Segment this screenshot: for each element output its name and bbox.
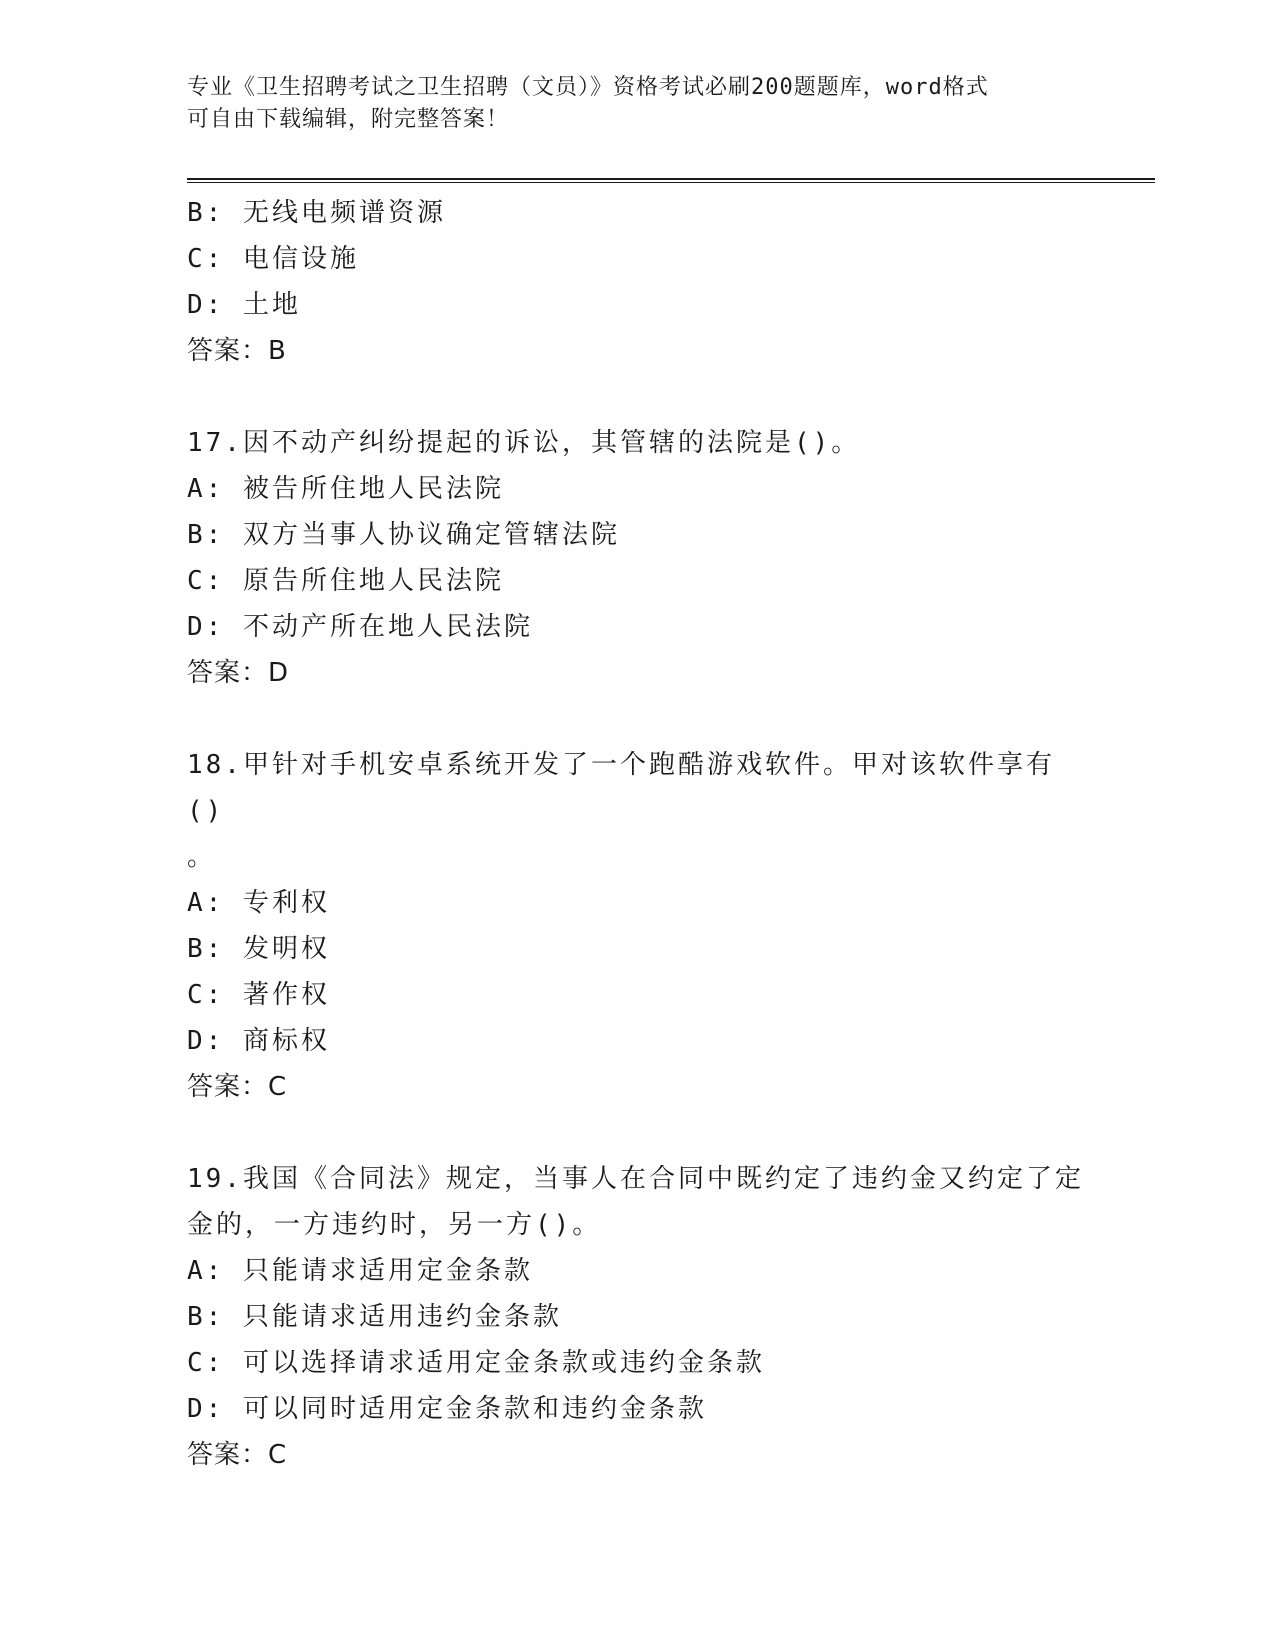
header-line-1: 专业《卫生招聘考试之卫生招聘（文员）》资格考试必刷200题题库，word格式 [187,75,989,100]
question-text-continued: 金的，一方违约时，另一方()。 [187,1210,602,1240]
option-line: C: 电信设施 [187,244,359,274]
question-list [187,190,1087,1478]
option-line: B: 只能请求适用违约金条款 [187,1302,562,1332]
option-line: D: 可以同时适用定金条款和违约金条款 [187,1394,707,1424]
question-text: 17.因不动产纠纷提起的诉讼，其管辖的法院是()。 [187,428,861,458]
document-header [187,72,1067,136]
option-line: D: 商标权 [187,1026,330,1056]
question-block-partial [187,190,1087,374]
answer-line: 答案：D [187,658,290,688]
question-block-19 [187,1156,1087,1478]
question-text: 18.甲针对手机安卓系统开发了一个跑酷游戏软件。甲对该软件享有() [187,750,1055,826]
question-block-17 [187,420,1087,696]
option-line: A: 只能请求适用定金条款 [187,1256,533,1286]
option-line: A: 被告所住地人民法院 [187,474,504,504]
answer-line: 答案：C [187,1072,288,1102]
option-line: C: 可以选择请求适用定金条款或违约金条款 [187,1348,765,1378]
option-line: A: 专利权 [187,888,330,918]
option-line: D: 土地 [187,290,301,320]
option-line: B: 双方当事人协议确定管辖法院 [187,520,620,550]
option-line: B: 无线电频谱资源 [187,198,446,228]
question-block-18 [187,742,1087,1110]
answer-line: 答案：B [187,336,287,366]
question-text-continued: 。 [187,842,217,872]
spacer [187,374,1087,420]
spacer [187,1110,1087,1156]
option-line: C: 原告所住地人民法院 [187,566,504,596]
question-text: 19.我国《合同法》规定，当事人在合同中既约定了违约金又约定了定 [187,1164,1084,1194]
answer-line: 答案：C [187,1440,288,1470]
option-line: B: 发明权 [187,934,330,964]
option-line: D: 不动产所在地人民法院 [187,612,533,642]
header-line-2: 可自由下载编辑，附完整答案！ [187,107,510,132]
spacer [187,696,1087,742]
option-line: C: 著作权 [187,980,330,1010]
header-divider [187,178,1155,183]
